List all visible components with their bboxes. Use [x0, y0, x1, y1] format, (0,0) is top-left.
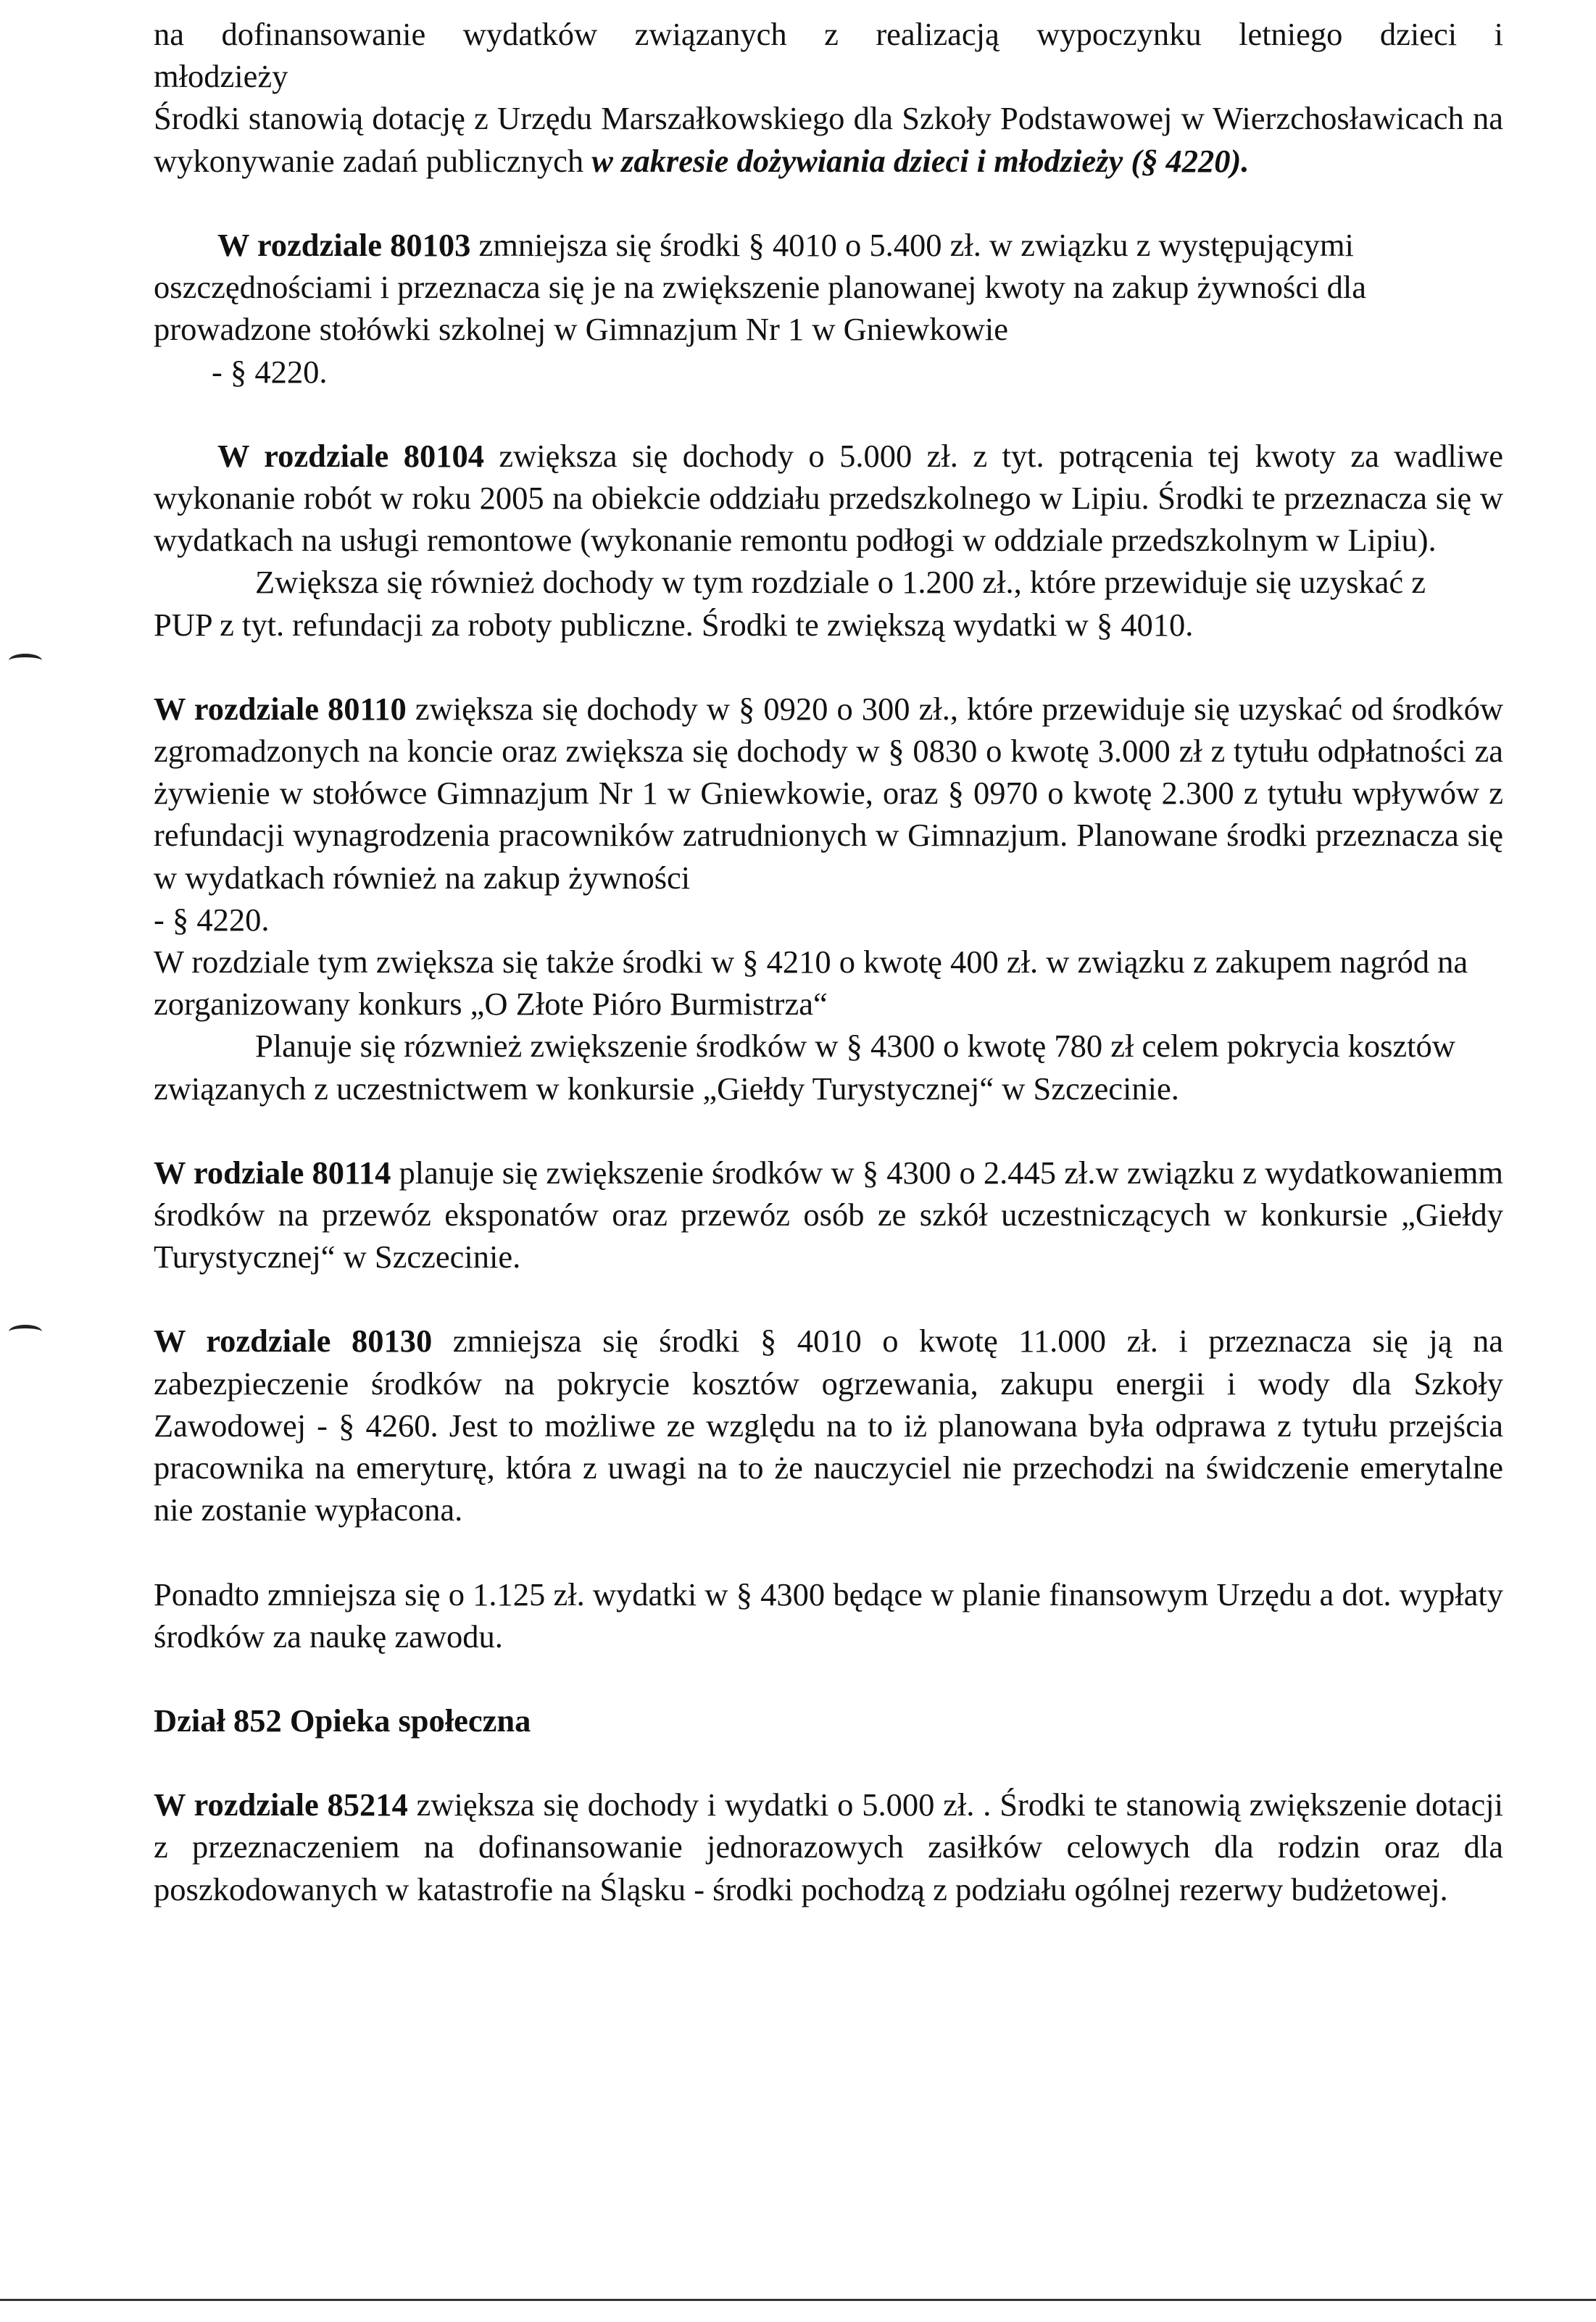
margin-mark-2 [9, 1325, 42, 1339]
paragraph-intro-dotation [154, 97, 1503, 181]
rozdzial-80130-heading: W rozdziale 80130 [154, 1323, 433, 1360]
document-page [154, 13, 1503, 1910]
rozdzial-85214-heading: W rozdziale 85214 [154, 1786, 408, 1823]
rozdzial-80104-text: zwiększa się dochody o 5.000 zł. z tyt. potrącenia tej kwoty za wadliwe wykonanie robót w roku 2005 na obiekcie oddziału przedszkolnego w Lipiu. Środki te przeznacza się w wydatkach na usługi remontowe (wykonanie remontu podłogi w oddziale przedszkolnym w Lipiu). [154, 437, 1504, 559]
rozdzial-80110-heading: W rozdziale 80110 [154, 690, 407, 727]
paragraph-80130 [154, 1320, 1503, 1531]
rozdzial-80104-heading: W rozdziale 80104 [217, 437, 484, 474]
paragraph-80110-third: Planuje się rózwnież zwiększenie środków w § 4300 o kwotę 780 zł celem pokrycia kosztów związanych z uczestnictwem w konkursie „Giełdy Turystycznej“ w Szczecinie. [154, 1028, 1455, 1107]
intro-dotation-emphasis: w zakresie dożywiania dzieci i młodzieży (§ 4220). [591, 142, 1250, 179]
margin-mark-1 [9, 654, 42, 667]
rozdzial-80103-heading: W rozdziale 80103 [217, 227, 471, 264]
rozdzial-80103-text: zmniejsza się środki § 4010 o 5.400 zł. w związku z występującymi oszczędnościami i przeznacza się je na zwiększenie planowanej kwoty na zakup żywności dla prowadzone stołówki szkolnej w Gimnazjum Nr 1 w Gniewkowie [154, 227, 1366, 348]
rozdzial-80130-text: zmniejsza się środki § 4010 o kwotę 11.000 zł. i przeznacza się ją na zabezpieczenie środków na pokrycie kosztów ogrzewania, zakupu energii i wody dla Szkoły Zawodowej - § 4260. Jest to możliwe ze względu na to iż planowana była odprawa z tytułu przejścia pracownika na emeryturę, która z uwagi na to że nauczyciel nie przechodzi na świdczenie emerytalne nie zostanie wypłacona. [154, 1323, 1503, 1528]
section-heading-852: Dział 852 Opieka społeczna [154, 1702, 531, 1739]
bottom-rule [0, 2299, 1596, 2301]
paragraph-80110-tail: - § 4220. [154, 901, 270, 938]
paragraph-80103-tail: - § 4220. [212, 353, 328, 390]
intro-dotation-text: Środki stanowią dotację z Urzędu Marszałkowskiego dla Szkoły Podstawowej w Wierzchosławicach na wykonywanie zadań publicznych [154, 100, 1503, 179]
paragraph-80104 [154, 435, 1503, 562]
paragraph-80110 [154, 688, 1503, 899]
rozdzial-80114-text: planuje się zwiększenie środków w § 4300 o 2.445 zł.w związku z wydatkowaniemm środków na przewóz eksponatów oraz przewóz osób ze szkół uczestniczących w konkursie „Giełdy Turystycznej“ w Szczecinie. [154, 1154, 1503, 1276]
paragraph-80114 [154, 1152, 1503, 1278]
rozdzial-80110-text: zwiększa się dochody w § 0920 o 300 zł., które przewiduje się uzyskać od środków zgromadzonych na koncie oraz zwiększa się dochody w § 0830 o kwotę 3.000 zł z tytułu odpłatności za żywienie w stołówce Gimnazjum Nr 1 w Gniewkowie, oraz § 0970 o kwotę 2.300 z tytułu wpływów z refundacji wynagrodzenia pracowników zatrudnionych w Gimnazjum. Planowane środki przeznacza się w wydatkach również na zakup żywności [154, 690, 1504, 896]
paragraph-intro-line1: na dofinansowanie wydatków związanych z realizacją wypoczynku letniego dzieci i [154, 16, 1503, 52]
paragraph-80104-second: Zwiększa się również dochody w tym rozdziale o 1.200 zł., które przewiduje się uzyskać z PUP z tyt. refundacji za roboty publiczne. Środki te zwiększą wydatki w § 4010. [154, 564, 1426, 643]
rozdzial-85214-text: zwiększa się dochody i wydatki o 5.000 zł. . Środki te stanowią zwiększenie dotacji z przeznaczeniem na dofinansowanie jednorazowych zasiłków celowych dla rodzin oraz dla poszkodowanych w katastrofie na Śląsku - środki pochodzą z podziału ogólnej rezerwy budżetowej. [154, 1786, 1503, 1907]
paragraph-ponadto: Ponadto zmniejsza się o 1.125 zł. wydatki w § 4300 będące w planie finansowym Urzędu a dot. wypłaty środków za naukę zawodu. [154, 1576, 1503, 1655]
rozdzial-80114-heading: W rodziale 80114 [154, 1154, 391, 1191]
paragraph-80110-second: W rozdziale tym zwiększa się także środki w § 4210 o kwotę 400 zł. w związku z zakupem nagród na zorganizowany konkurs „O Złote Pióro Burmistrza“ [154, 944, 1468, 1023]
paragraph-80103-body [154, 224, 1503, 351]
paragraph-intro-line2: młodzieży [154, 58, 288, 95]
paragraph-85214 [154, 1784, 1503, 1910]
